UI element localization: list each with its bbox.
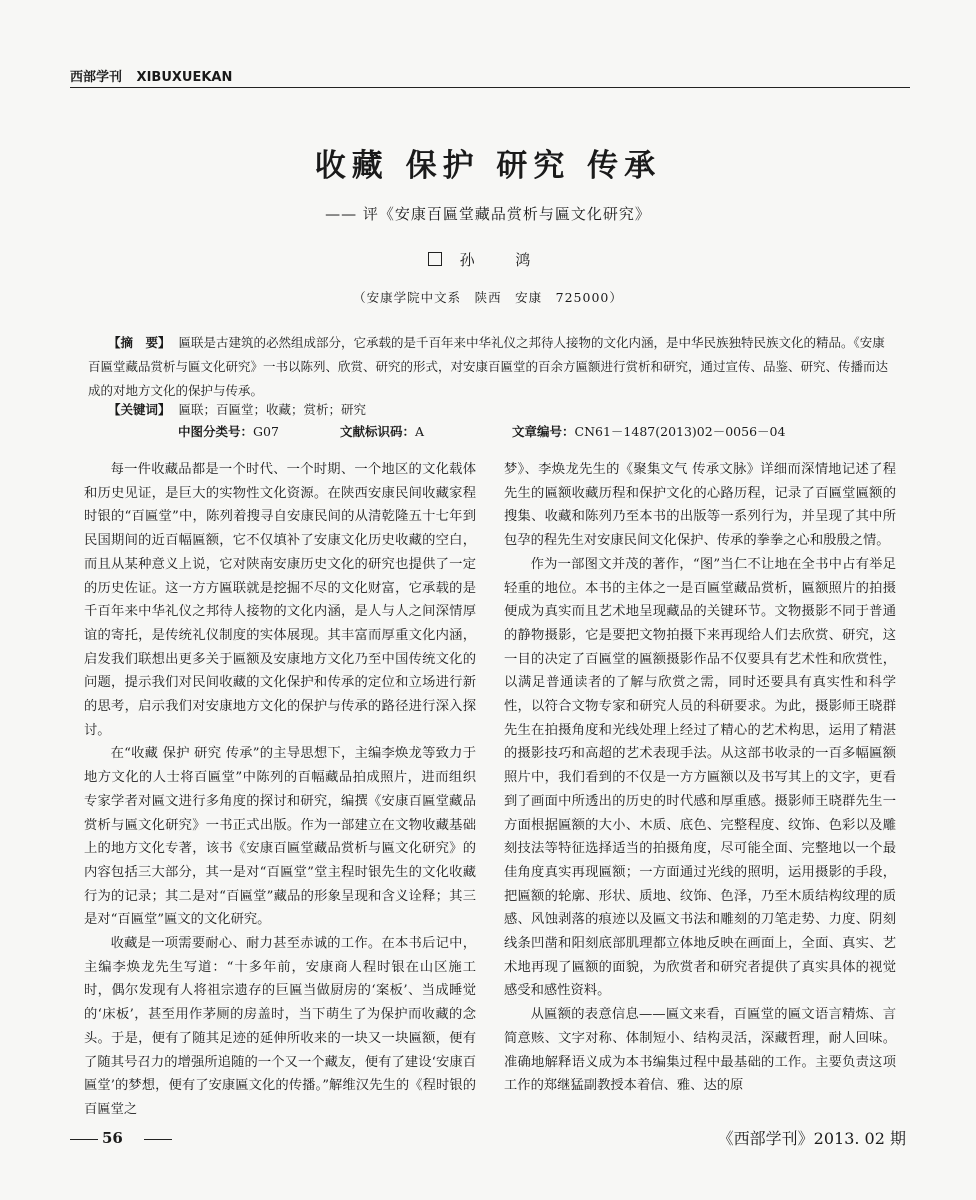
journal-issue: 《西部学刊》2013. 02 期 xyxy=(717,1129,906,1148)
footer-rule-right xyxy=(144,1139,172,1140)
article-title: 收藏 保护 研究 传承 xyxy=(314,148,662,184)
keywords xyxy=(88,400,888,418)
author-line xyxy=(0,249,976,270)
abstract-label: 【摘 要】 xyxy=(108,335,171,350)
body-paragraph: 从匾额的表意信息——匾文来看，百匾堂的匾文语言精炼、言简意赅、文字对称、体制短小、结构灵活，深藏哲理，耐人回味。准确地解释语义成为本书编集过程中最基础的工作。主要负责这项工作的郑继猛副教授本着信、雅、达的原 xyxy=(504,1007,896,1094)
doc-value: A xyxy=(415,424,425,439)
body-column-left xyxy=(84,458,476,1122)
header-rule xyxy=(70,87,910,88)
doc-code xyxy=(340,422,424,440)
author-name: 孙 鸿 xyxy=(459,251,549,269)
body-paragraph: 每一件收藏品都是一个时代、一个时期、一个地区的文化载体和历史见证，是巨大的实物性文化资源。在陕西安康民间收藏家程时银的“百匾堂”中，陈列着搜寻自安康民间的从清乾隆五十七年到民国期间的近百幅匾额，它不仅填补了安康文化历史收藏的空白，而且从某种意义上说，它对陕南安康历史文化的研究也提供了一定的历史佐证。这一方方匾联就是挖掘不尽的文化财富，它承载的是千百年来中华礼仪之邦待人接物的文化内涵，是人与人之间深情厚谊的寄托，是传统礼仪制度的实体展现。其丰富而厚重文化内涵，启发我们联想出更多关于匾额及安康地方文化乃至中国传统文化的问题，提示我们对民间收藏的文化保护和传承的定位和立场进行新的思考，启示我们对安康地方文化的保护与传承的路径进行深入探讨。 xyxy=(84,462,476,738)
running-head xyxy=(70,66,910,85)
doc-label: 文献标识码： xyxy=(340,424,416,439)
journal-name-en: XIBUXUEKAN xyxy=(136,70,233,85)
author-affiliation: （安康学院中文系 陕西 安康 725000） xyxy=(353,290,623,305)
clc-number xyxy=(178,422,279,440)
keywords-label: 【关键词】 xyxy=(108,402,171,417)
body-paragraph: 作为一部图文并茂的著作，“图”当仁不让地在全书中占有举足轻重的地位。本书的主体之一是百匾堂藏品赏析，匾额照片的拍摄便成为真实而且艺术地呈现藏品的关键环节。文物摄影不同于普通的静物摄影，它是要把文物拍摄下来再现给人们去欣赏、研究，这一目的决定了百匾堂的匾额摄影作品不仅要具有艺术性和欣赏性，以满足普通读者的了解与欣赏之需，同时还要具有真实性和科学性，以符合文物专家和研究人员的科研要求。为此，摄影师王晓群先生在拍摄角度和光线处理上经过了精心的艺术构思，运用了精湛的摄影技巧和高超的艺术表现手法。从这部书收录的一百多幅匾额照片中，我们看到的不仅是一方方匾额以及书写其上的文字，更看到了画面中所透出的历史的时代感和厚重感。摄影师王晓群先生一方面根据匾额的大小、木质、底色、完整程度、纹饰、色彩以及雕刻技法等特征选择适当的拍摄角度，尽可能全面、完整地以一个最佳角度真实再现匾额；一方面通过光线的照明，运用摄影的手段，把匾额的轮廓、形状、质地、纹饰、色泽，乃至木质结构纹理的质感、风蚀剥落的痕迹以及匾文书法和雕刻的刀笔走势、力度、阴刻线条凹凿和阳刻底部肌理都立体地反映在画面上，全面、真实、艺术地再现了匾额的面貌，为欣赏者和研究者提供了真实具体的视觉感受和感性资料。 xyxy=(504,556,896,999)
clc-label: 中图分类号： xyxy=(178,424,254,439)
keywords-text: 匾联；百匾堂；收藏；赏析；研究 xyxy=(178,402,367,417)
clc-value: G07 xyxy=(253,424,279,439)
body-paragraph: 在“收藏 保护 研究 传承”的主导思想下，主编李焕龙等致力于地方文化的人士将百匾堂”中陈列的百幅藏品拍成照片，进而组织专家学者对匾文进行多角度的探讨和研究，编撰《安康百匾堂藏品赏析与匾文化研究》一书正式出版。作为一部建立在文物收藏基础上的地方文化专著，该书《安康百匾堂藏品赏析与匾文化研究》的内容包括三大部分，其一是对“百匾堂”堂主程时银先生的文化收藏行为的记录；其二是对“百匾堂”藏品的形象呈现和含义诠释；其三是对“百匾堂”匾文的文化研究。 xyxy=(84,746,476,928)
journal-name-cn: 西部学刊 xyxy=(70,70,123,85)
abstract-text: 匾联是古建筑的必然组成部分，它承载的是千百年来中华礼仪之邦待人接物的文化内涵，是中华民族独特民族文化的精品。《安康百匾堂藏品赏析与匾文化研究》一书以陈列、欣赏、研究的形式，对安康百匾堂的百余方匾额进行赏析和研究，通过宣传、品鉴、研究、传播而达成的对地方文化的保护与传承。 xyxy=(88,335,889,398)
body-column-right xyxy=(504,458,896,1098)
article-number xyxy=(512,422,785,440)
abstract xyxy=(88,331,888,403)
body-paragraph: 梦》、李焕龙先生的《聚集文气 传承文脉》详细而深情地记述了程先生的匾额收藏历程和保护文化的心路历程，记录了百匾堂匾额的搜集、收藏和陈列乃至本书的出版等一系列行为，并呈现了其中所包孕的程先生对安康民间文化保护、传承的拳拳之心和殷殷之情。 xyxy=(504,462,896,549)
article-subtitle: —— 评《安康百匾堂藏品赏析与匾文化研究》 xyxy=(325,205,651,223)
author-box-icon xyxy=(428,252,442,266)
article-number-label: 文章编号： xyxy=(512,424,575,439)
footer-rule-left xyxy=(70,1139,98,1140)
page-number: 56 xyxy=(102,1129,123,1147)
body-paragraph: 收藏是一项需要耐心、耐力甚至赤诚的工作。在本书后记中，主编李焕龙先生写道：“十多年前，安康商人程时银在山区施工时，偶尔发现有人将祖宗遗存的巨匾当做厨房的‘案板’、当成睡觉的‘床板’，甚至用作茅厕的房盖时，当下萌生了为保护而收藏的念头。于是，便有了随其足迹的延伸所收来的一块又一块匾额，便有了随其号召力的增强所追随的一个又一个藏友，便有了建设‘安康百匾堂’的梦想，便有了安康匾文化的传播。”解维汉先生的《程时银的百匾堂之 xyxy=(84,936,476,1117)
article-number-value: CN61－1487(2013)02－0056－04 xyxy=(574,424,786,439)
